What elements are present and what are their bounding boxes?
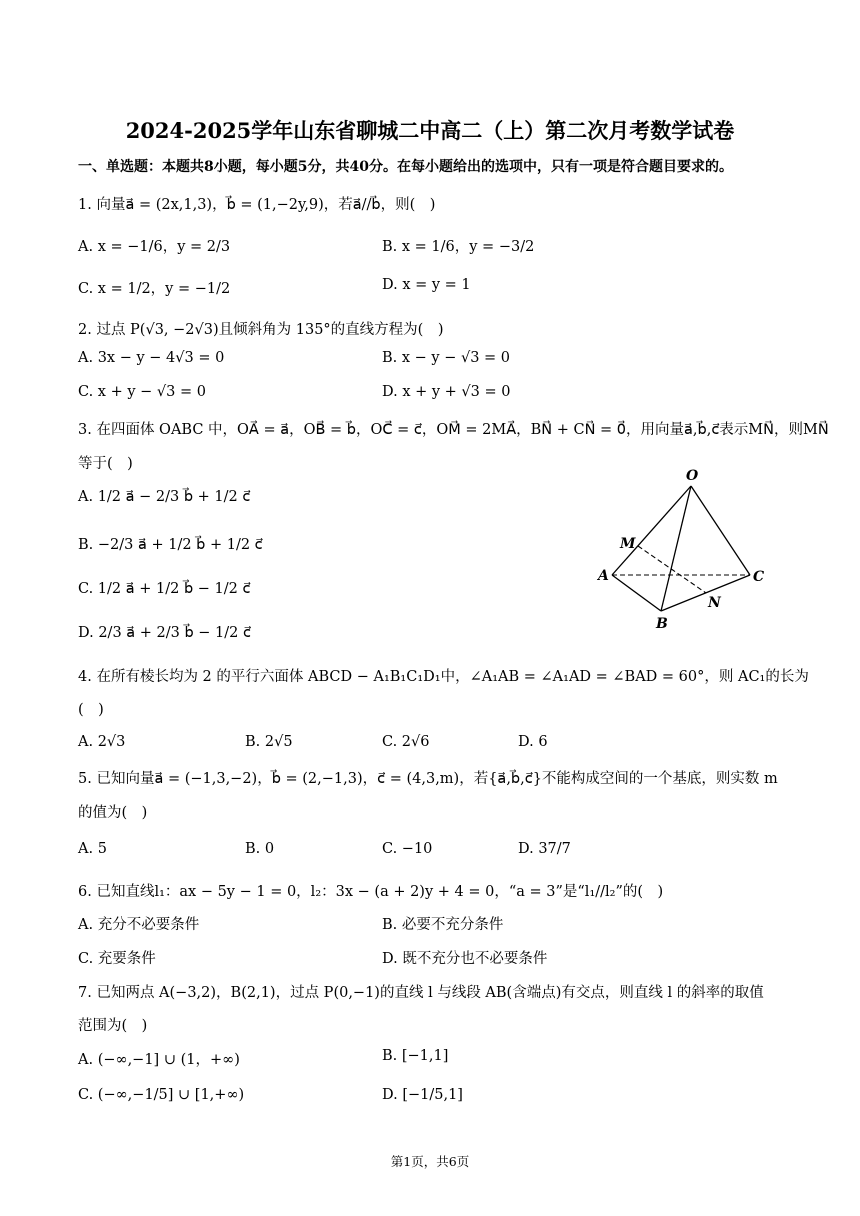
question-7-stem: 7. 已知两点 A(−3,2)，B(2,1)，过点 P(0,−1)的直线 l 与线段 AB(含端点)有交点，则直线 l 的斜率的取值	[78, 985, 764, 1001]
segment-mn	[638, 546, 706, 593]
question-3-stem: 3. 在四面体 OABC 中，OA⃗ = a⃗，OB⃗ = b⃗，OC⃗ = c⃗，OM⃗ = 2MA⃗，BN⃗ + CN⃗ = 0⃗，用向量a⃗,b⃗,c⃗表示MN⃗，则MN⃗	[78, 422, 829, 438]
q7-option-d: D. [−1/5,1]	[382, 1087, 463, 1103]
q6-option-c: C. 充要条件	[78, 951, 156, 967]
q3-option-a: A. 1/2 a⃗ − 2/3 b⃗ + 1/2 c⃗	[78, 489, 251, 505]
q2-option-a: A. 3x − y − 4√3 = 0	[78, 350, 225, 366]
q5-option-a: A. 5	[78, 841, 107, 857]
edge-ob	[661, 486, 691, 611]
tetrahedron-figure	[590, 462, 780, 632]
q7-option-a: A. (−∞,−1] ∪ (1，+∞)	[78, 1052, 240, 1068]
q7-option-b: B. [−1,1]	[382, 1048, 449, 1064]
question-4-stem-cont: ( )	[78, 702, 104, 718]
q6-option-b: B. 必要不充分条件	[382, 917, 504, 933]
label-c: C	[753, 569, 765, 585]
question-6-stem: 6. 已知直线l₁：ax − 5y − 1 = 0，l₂：3x − (a + 2)y + 4 = 0，“a = 3”是“l₁//l₂”的( )	[78, 884, 664, 900]
q1-option-a: A. x = −1/6，y = 2/3	[78, 239, 231, 255]
q4-option-b: B. 2√5	[245, 734, 293, 750]
page-title: 2024-2025学年山东省聊城二中高二（上）第二次月考数学试卷	[125, 118, 735, 143]
q3-option-b: B. −2/3 a⃗ + 1/2 b⃗ + 1/2 c⃗	[78, 537, 263, 553]
question-5-stem: 5. 已知向量a⃗ = (−1,3,−2)，b⃗ = (2,−1,3)，c⃗ = (4,3,m)，若{a⃗,b⃗,c⃗}不能构成空间的一个基底，则实数 m	[78, 771, 778, 787]
q2-option-d: D. x + y + √3 = 0	[382, 384, 511, 400]
label-b: B	[656, 616, 668, 632]
question-3-stem-cont: 等于( )	[78, 456, 133, 472]
q3-option-d: D. 2/3 a⃗ + 2/3 b⃗ − 1/2 c⃗	[78, 625, 251, 641]
q4-option-d: D. 6	[518, 734, 548, 750]
question-4-stem: 4. 在所有棱长均为 2 的平行六面体 ABCD − A₁B₁C₁D₁中，∠A₁AB = ∠A₁AD = ∠BAD = 60°，则 AC₁的长为	[78, 669, 809, 685]
q5-option-d: D. 37/7	[518, 841, 571, 857]
q6-option-d: D. 既不充分也不必要条件	[382, 951, 548, 967]
q4-option-a: A. 2√3	[78, 734, 126, 750]
edge-ab	[612, 575, 661, 611]
q4-option-c: C. 2√6	[382, 734, 430, 750]
edge-oc	[691, 486, 750, 575]
edge-oa	[612, 486, 691, 575]
q5-option-c: C. −10	[382, 841, 433, 857]
label-n: N	[708, 595, 721, 611]
label-o: O	[686, 468, 699, 484]
page-footer: 第1页，共6页	[390, 1154, 470, 1169]
q5-option-b: B. 0	[245, 841, 275, 857]
label-m: M	[620, 536, 636, 552]
q1-option-c: C. x = 1/2，y = −1/2	[78, 281, 231, 297]
label-a: A	[598, 568, 609, 584]
question-1-stem: 1. 向量a⃗ = (2x,1,3)，b⃗ = (1,−2y,9)，若a⃗//b⃗，则( )	[78, 197, 436, 213]
q1-option-b: B. x = 1/6，y = −3/2	[382, 239, 535, 255]
q2-option-b: B. x − y − √3 = 0	[382, 350, 511, 366]
q3-option-c: C. 1/2 a⃗ + 1/2 b⃗ − 1/2 c⃗	[78, 581, 251, 597]
question-5-stem-cont: 的值为( )	[78, 805, 148, 821]
q7-option-c: C. (−∞,−1/5] ∪ [1,+∞)	[78, 1087, 245, 1103]
section-heading: 一、单选题：本题共8小题，每小题5分，共40分。在每小题给出的选项中，只有一项是符合题目要求的。	[78, 159, 733, 175]
q1-option-d: D. x = y = 1	[382, 277, 471, 293]
question-2-stem: 2. 过点 P(√3, −2√3)且倾斜角为 135°的直线方程为( )	[78, 322, 444, 338]
q2-option-c: C. x + y − √3 = 0	[78, 384, 206, 400]
q6-option-a: A. 充分不必要条件	[78, 917, 200, 933]
question-7-stem-cont: 范围为( )	[78, 1018, 148, 1034]
